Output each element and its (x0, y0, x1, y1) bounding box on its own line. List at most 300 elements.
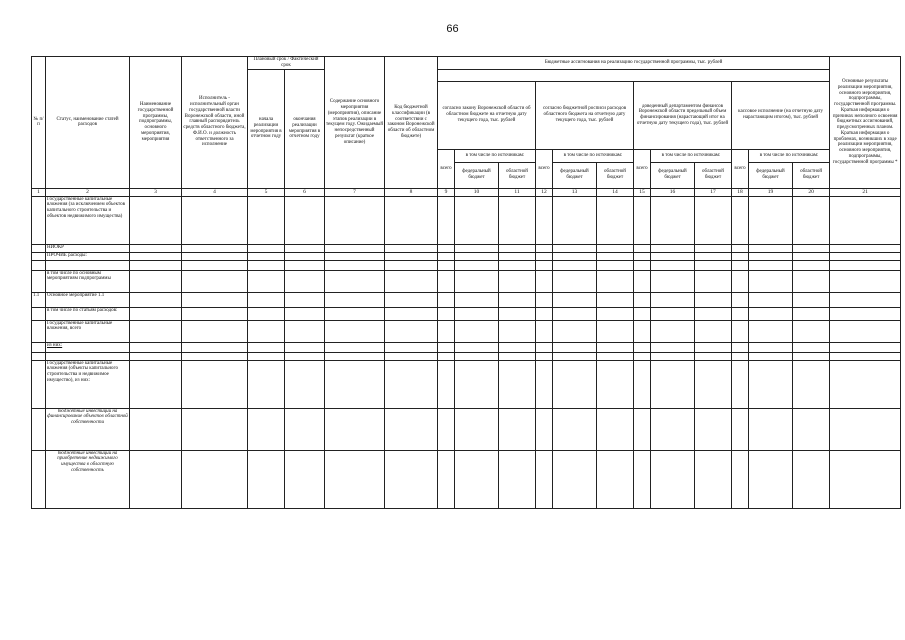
header-budget-title: Бюджетные ассигнования на реализацию государственной программы, тыс. рублей (438, 57, 830, 70)
table-cell (553, 244, 597, 252)
table-cell (325, 244, 385, 252)
table-cell (536, 196, 553, 244)
header-col-7: Содержание основного мероприятия (мероприятия), описание этапов реализации в текущем году. Ожидаемый непосредственный результат (краткое описание) (325, 57, 385, 189)
table-cell (695, 342, 732, 352)
table-cell (695, 292, 732, 307)
table-cell (438, 270, 455, 292)
table-cell (248, 260, 285, 270)
column-numbers-row (32, 188, 901, 196)
header-spacer (438, 69, 830, 81)
table-cell (732, 307, 749, 320)
table-cell (597, 360, 634, 408)
row-number (32, 352, 46, 360)
table-cell (285, 270, 325, 292)
column-number: 11 (499, 188, 536, 196)
table-cell (749, 360, 793, 408)
table-cell (553, 360, 597, 408)
table-cell (385, 252, 438, 260)
table-cell (695, 360, 732, 408)
table-cell (597, 292, 634, 307)
table-cell (130, 292, 182, 307)
table-cell (248, 352, 285, 360)
table-cell (130, 244, 182, 252)
table-cell (597, 270, 634, 292)
table-cell (695, 307, 732, 320)
table-cell (285, 252, 325, 260)
header-federal-a: федеральный бюджет (455, 162, 499, 188)
table-cell (749, 320, 793, 342)
table-cell (130, 196, 182, 244)
column-number: 15 (634, 188, 651, 196)
table-cell (438, 352, 455, 360)
table-cell (455, 252, 499, 260)
row-number (32, 260, 46, 270)
table-cell (438, 450, 455, 508)
table-cell (285, 260, 325, 270)
table-cell (285, 307, 325, 320)
table-cell (732, 360, 749, 408)
table-cell (830, 252, 901, 260)
table-cell (749, 352, 793, 360)
table-cell (325, 260, 385, 270)
table-cell (182, 196, 248, 244)
header-federal-b: федеральный бюджет (553, 162, 597, 188)
table-cell (455, 342, 499, 352)
table-cell (597, 244, 634, 252)
table-cell (651, 408, 695, 450)
table-cell (651, 244, 695, 252)
table-cell (793, 352, 830, 360)
table-cell (830, 307, 901, 320)
header-group-law: согласно закону Воронежской области об областном бюджете на отчетную дату текущего года, тыс. рублей (438, 81, 536, 149)
table-row (32, 360, 901, 408)
row-label: НИОКР (46, 244, 130, 252)
table-cell (536, 408, 553, 450)
table-cell (536, 342, 553, 352)
table-cell (634, 260, 651, 270)
table-cell (499, 260, 536, 270)
table-cell (385, 307, 438, 320)
table-cell (536, 307, 553, 320)
table-cell (325, 352, 385, 360)
table-cell (182, 270, 248, 292)
table-cell (732, 320, 749, 342)
table-cell (749, 270, 793, 292)
table-cell (553, 450, 597, 508)
column-number: 19 (749, 188, 793, 196)
table-cell (248, 307, 285, 320)
header-regional-a: областной бюджет (499, 162, 536, 188)
table-row (32, 244, 901, 252)
column-number: 13 (553, 188, 597, 196)
row-number (32, 408, 46, 450)
table-cell (597, 260, 634, 270)
table-cell (385, 360, 438, 408)
table-cell (499, 292, 536, 307)
table-row (32, 352, 901, 360)
table-cell (793, 196, 830, 244)
table-cell (732, 196, 749, 244)
table-cell (695, 352, 732, 360)
table-cell (455, 307, 499, 320)
table-cell (182, 307, 248, 320)
table-cell (695, 244, 732, 252)
header-planned-period: Плановый срок / Фактический срок (248, 57, 325, 70)
table-cell (597, 252, 634, 260)
row-number (32, 244, 46, 252)
column-number: 17 (695, 188, 732, 196)
table-cell (455, 450, 499, 508)
table-cell (732, 252, 749, 260)
row-number: 1.1 (32, 292, 46, 307)
table-cell (830, 196, 901, 244)
column-number: 6 (285, 188, 325, 196)
table-cell (455, 244, 499, 252)
table-cell (499, 196, 536, 244)
table-cell (553, 352, 597, 360)
table-cell (793, 450, 830, 508)
table-cell (695, 320, 732, 342)
table-cell (285, 360, 325, 408)
table-cell (325, 307, 385, 320)
table-cell (830, 320, 901, 342)
table-cell (285, 450, 325, 508)
table-cell (325, 292, 385, 307)
table-cell (651, 292, 695, 307)
table-cell (634, 450, 651, 508)
table-cell (499, 342, 536, 352)
row-number (32, 252, 46, 260)
table-cell (499, 408, 536, 450)
column-number: 16 (651, 188, 695, 196)
table-cell (385, 352, 438, 360)
table-cell (732, 270, 749, 292)
header-regional-d: областной бюджет (793, 162, 830, 188)
row-label: бюджетные инвестиции на финансирование объектов областной собственности (46, 408, 130, 450)
table-row (32, 252, 901, 260)
table-cell (597, 196, 634, 244)
table-cell (749, 342, 793, 352)
header-federal-d: федеральный бюджет (749, 162, 793, 188)
table-cell (182, 360, 248, 408)
table-cell (285, 342, 325, 352)
table-cell (553, 260, 597, 270)
table-cell (182, 342, 248, 352)
header-sources-d: в том числе по источникам: (749, 149, 830, 162)
table-cell (732, 450, 749, 508)
column-number: 4 (182, 188, 248, 196)
header-total-b: всего (536, 149, 553, 188)
table-cell (182, 244, 248, 252)
table-cell (499, 360, 536, 408)
table-cell (455, 360, 499, 408)
table-cell (325, 252, 385, 260)
table-cell (830, 360, 901, 408)
table-cell (325, 320, 385, 342)
table-row (32, 196, 901, 244)
table-cell (651, 307, 695, 320)
table-cell (749, 244, 793, 252)
table-cell (499, 270, 536, 292)
table-cell (830, 260, 901, 270)
table-cell (438, 307, 455, 320)
table-cell (325, 342, 385, 352)
table-cell (634, 320, 651, 342)
row-label (46, 260, 130, 270)
column-number: 5 (248, 188, 285, 196)
table-cell (385, 270, 438, 292)
table-cell (130, 320, 182, 342)
column-number: 18 (732, 188, 749, 196)
row-label: Основное мероприятие 1.1 (46, 292, 130, 307)
table-cell (793, 307, 830, 320)
table-cell (499, 352, 536, 360)
header-col-4: Исполнитель - исполнительный орган государственной власти Воронежской области, иной главный распорядитель средств областного бюджета, Ф.И.О. и должность ответственного за исполнение (182, 57, 248, 189)
table-cell (385, 196, 438, 244)
table-cell (793, 320, 830, 342)
header-sources-c: в том числе по источникам: (651, 149, 732, 162)
table-cell (438, 342, 455, 352)
table-cell (553, 408, 597, 450)
table-cell (182, 450, 248, 508)
row-number (32, 342, 46, 352)
table-cell (385, 450, 438, 508)
row-label: в том числе по основным мероприятиям подпрограммы (46, 270, 130, 292)
table-cell (732, 260, 749, 270)
table-cell (455, 352, 499, 360)
table-cell (182, 320, 248, 342)
table-cell (438, 260, 455, 270)
table-cell (130, 270, 182, 292)
table-cell (634, 408, 651, 450)
page-number: 66 (446, 23, 459, 35)
table-cell (553, 252, 597, 260)
table-body (32, 196, 901, 508)
table-cell (695, 270, 732, 292)
column-number: 8 (385, 188, 438, 196)
header-group-schedule: согласно бюджетной росписи расходов областного бюджета на отчетную дату текущего года, тыс. рублей (536, 81, 634, 149)
table-cell (248, 360, 285, 408)
table-cell (536, 260, 553, 270)
row-label: ПРОЧИЕ расходы: (46, 252, 130, 260)
table-cell (536, 320, 553, 342)
table-cell (732, 292, 749, 307)
row-label: в том числе по статьям расходов: (46, 307, 130, 320)
table-cell (651, 352, 695, 360)
column-number: 20 (793, 188, 830, 196)
table-cell (385, 260, 438, 270)
table-cell (634, 360, 651, 408)
table-cell (536, 450, 553, 508)
table-cell (651, 270, 695, 292)
row-label: Государственные капитальные вложения (за исключением объектов капитального строительства и объектов недвижимого имущества) (46, 196, 130, 244)
table-cell (182, 352, 248, 360)
header-total-d: всего (732, 149, 749, 188)
table-cell (285, 408, 325, 450)
table-cell (793, 244, 830, 252)
table-cell (438, 320, 455, 342)
table-cell (325, 196, 385, 244)
table-cell (455, 196, 499, 244)
table-cell (499, 244, 536, 252)
table-cell (695, 450, 732, 508)
table-row (32, 307, 901, 320)
table-cell (634, 292, 651, 307)
row-number (32, 307, 46, 320)
table-cell (325, 450, 385, 508)
table-cell (248, 244, 285, 252)
header-col-1: № п/п (32, 57, 46, 189)
column-number: 9 (438, 188, 455, 196)
table-cell (285, 244, 325, 252)
table-cell (830, 292, 901, 307)
table-cell (634, 244, 651, 252)
table-cell (130, 252, 182, 260)
table-cell (651, 260, 695, 270)
table-cell (695, 260, 732, 270)
table-cell (438, 360, 455, 408)
table-cell (130, 260, 182, 270)
row-number (32, 450, 46, 508)
table-cell (695, 252, 732, 260)
table-cell (385, 320, 438, 342)
table-cell (793, 270, 830, 292)
table-row (32, 320, 901, 342)
table-row (32, 342, 901, 352)
header-sources-a: в том числе по источникам: (455, 149, 536, 162)
table-row (32, 292, 901, 307)
row-number (32, 270, 46, 292)
table-cell (830, 342, 901, 352)
table-cell (385, 342, 438, 352)
table-cell (749, 307, 793, 320)
header-col-5: начала реализации мероприятия в отчетном году (248, 69, 285, 188)
header-total-c: всего (634, 149, 651, 188)
header-col-8: Код бюджетной классификации (в соответствии с законом Воронежской области об областном бюджете) (385, 57, 438, 189)
table-cell (749, 450, 793, 508)
table-cell (438, 252, 455, 260)
table-cell (634, 252, 651, 260)
table-cell (793, 408, 830, 450)
table-cell (536, 252, 553, 260)
table-cell (597, 342, 634, 352)
table-cell (130, 352, 182, 360)
table-cell (732, 408, 749, 450)
header-col-2: Статус, наименование статей расходов (46, 57, 130, 189)
table-cell (438, 408, 455, 450)
table-row (32, 450, 901, 508)
table-cell (597, 320, 634, 342)
table-row (32, 270, 901, 292)
row-label (46, 352, 130, 360)
table-cell (130, 307, 182, 320)
table-cell (597, 450, 634, 508)
table-cell (651, 196, 695, 244)
table-cell (248, 342, 285, 352)
column-number: 7 (325, 188, 385, 196)
table-cell (793, 252, 830, 260)
table-cell (651, 360, 695, 408)
table-cell (695, 408, 732, 450)
table-cell (830, 270, 901, 292)
table-cell (182, 292, 248, 307)
row-label: Государственные капитальные вложения, всего (46, 320, 130, 342)
row-number (32, 320, 46, 342)
header-col-21: Основные результаты реализации мероприятия, основного мероприятия, подпрограммы, государственной программы. Краткая информация о причинах неполного освоения бюджетных ассигнований, предусмотренных планом. Краткая информация о проблемах, возникших в ходе реализации мероприятия, основного мероприятия, подпрограммы, государственной программы * (830, 57, 901, 189)
table-cell (130, 408, 182, 450)
table-cell (830, 244, 901, 252)
table-cell (385, 408, 438, 450)
table-cell (248, 450, 285, 508)
table-cell (455, 292, 499, 307)
table-cell (325, 360, 385, 408)
table-cell (651, 320, 695, 342)
table-cell (248, 320, 285, 342)
table-row (32, 408, 901, 450)
table-cell (455, 408, 499, 450)
table-cell (749, 292, 793, 307)
table-cell (634, 352, 651, 360)
table-cell (553, 196, 597, 244)
table-cell (553, 320, 597, 342)
table-cell (553, 292, 597, 307)
column-number: 21 (830, 188, 901, 196)
header-col-6: окончания реализации мероприятия в отчетном году (285, 69, 325, 188)
table-cell (182, 260, 248, 270)
table-cell (385, 292, 438, 307)
table-cell (597, 307, 634, 320)
table-cell (536, 352, 553, 360)
table-cell (830, 352, 901, 360)
header-regional-c: областной бюджет (695, 162, 732, 188)
table-cell (732, 352, 749, 360)
table-cell (182, 252, 248, 260)
table-cell (695, 196, 732, 244)
table-cell (749, 252, 793, 260)
table-cell (597, 352, 634, 360)
table-cell (499, 320, 536, 342)
table-cell (248, 196, 285, 244)
table-cell (455, 270, 499, 292)
table-cell (499, 307, 536, 320)
table-cell (385, 244, 438, 252)
table-cell (793, 342, 830, 352)
header-group-limit: доведенный департаментом финансов Воронежской области предельный объем финансирования (нарастающий итог на отчетную дату текущего года), тыс. рублей (634, 81, 732, 149)
table-cell (536, 244, 553, 252)
table-cell (634, 270, 651, 292)
table-cell (732, 244, 749, 252)
table-cell (634, 196, 651, 244)
column-number: 10 (455, 188, 499, 196)
table-cell (182, 408, 248, 450)
table-cell (285, 352, 325, 360)
table-cell (732, 342, 749, 352)
column-number: 14 (597, 188, 634, 196)
table-cell (749, 408, 793, 450)
table-cell (130, 342, 182, 352)
table-cell (325, 408, 385, 450)
table-cell (830, 450, 901, 508)
table-cell (634, 342, 651, 352)
table-cell (793, 360, 830, 408)
table-cell (553, 342, 597, 352)
column-number: 2 (46, 188, 130, 196)
table-cell (248, 292, 285, 307)
table-cell (536, 360, 553, 408)
table-cell (325, 270, 385, 292)
table-cell (130, 360, 182, 408)
table-cell (749, 196, 793, 244)
